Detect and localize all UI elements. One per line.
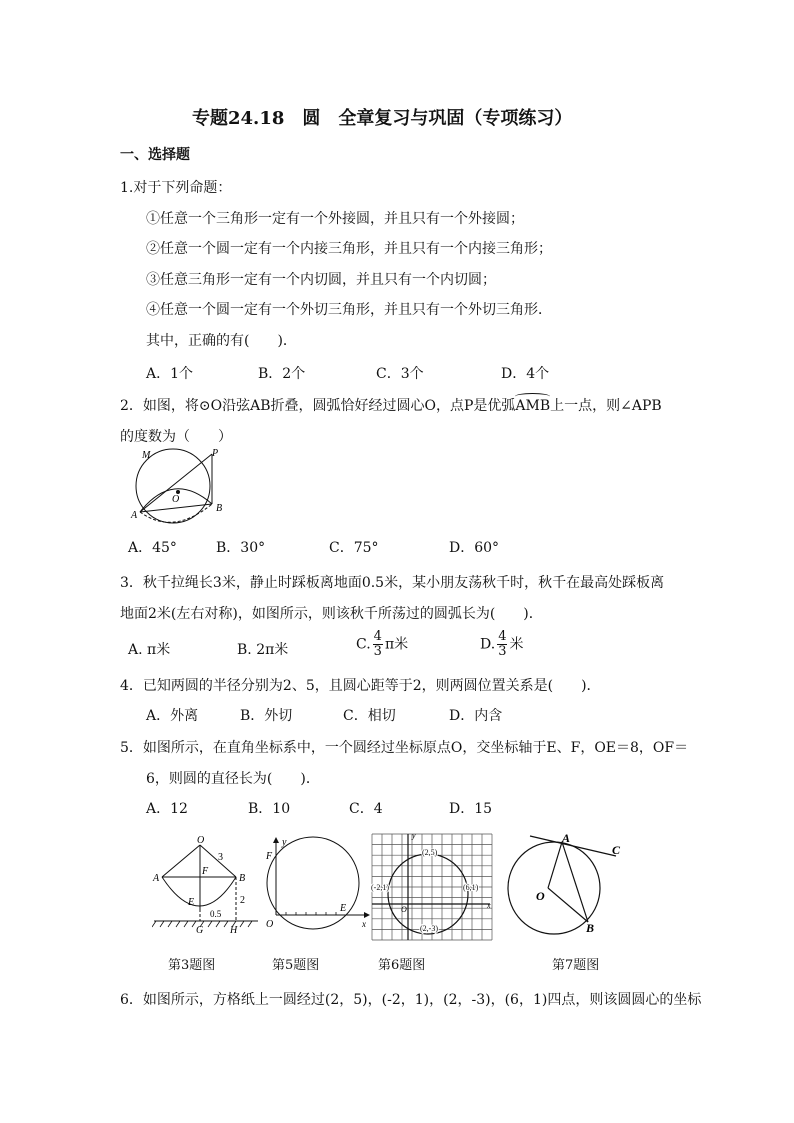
fig3-caption: 第3题图 [168,958,216,973]
fig6-label-p1: (2,5) [422,848,438,857]
fig2-label-b: B [216,503,223,514]
fig3-label-e: E [188,897,195,908]
q1-option-c: C．3个 [376,366,424,382]
q5-line-1: 5．如图所示，在直角坐标系中，一个圆经过坐标原点O，交坐标轴于E、F，OE＝8，OF＝ [120,740,689,756]
fig6-label-p2: (-2,1) [371,883,389,892]
fig5-label-o: O [266,919,274,930]
q5-line-2: 6，则圆的直径长为( )． [146,771,320,787]
q4-stem: 4．已知两圆的半径分别为2、5，且圆心距等于2，则两圆位置关系是( )． [120,678,601,694]
q2-figure [128,448,238,530]
q2-option-d: D．60° [449,540,500,556]
fig6-label-y: y [412,831,416,840]
fig7-label-b: B [586,921,595,935]
fig3-label-2: 2 [240,895,245,906]
page-title: 专题24.18 圆 全章复习与巩固（专项练习） [192,108,573,129]
q3-option-c: C. $\frac{4}{3}$ π米 [356,629,409,659]
fig3-label-b: B [239,873,246,884]
q4-option-a: A．外离 [146,708,199,724]
q2-option-b: B．30° [216,540,266,556]
fig2-label-a: A [131,510,138,521]
q4-option-b: B．外切 [240,708,293,724]
q2-stem-a: 2．如图，将⊙O沿弦AB折叠，圆弧恰好经过圆心O，点P是优弧 [120,398,516,414]
fig3-swing-diagram [152,835,264,935]
q3-option-d-fraction: $\frac{4}{3}$ [498,629,507,659]
q3-option-d: D. $\frac{4}{3}$ 米 [480,629,524,659]
fig6-label-o: O [401,905,407,914]
fig5-label-e: E [340,903,347,914]
section-heading: 一、选择题 [120,147,190,163]
fig3-label-h: H [230,925,238,935]
q1-item-3: ③任意三角形一定有一个内切圆，并且只有一个内切圆； [146,272,496,288]
fig3-label-3: 3 [218,852,223,863]
q4-option-d: D．内含 [449,708,503,724]
fig6-caption: 第6题图 [378,958,426,973]
fig7-caption: 第7题图 [552,958,600,973]
q5-option-b: B．10 [248,801,291,817]
fig7-tangent-circle [502,828,630,936]
q2-stem-c: 的度数为（ ） [120,429,232,445]
q1-item-1: ①任意一个三角形一定有一个外接圆，并且只有一个外接圆； [146,211,524,227]
fig5-label-y: y [282,837,287,848]
q2-arc-amb: AMB [515,398,551,414]
fig5-label-x: x [362,919,366,929]
fig7-label-o: O [536,889,545,903]
q6-line-1: 6．如图所示，方格纸上一圆经过(2，5)，(-2，1)，(2，-3)，(6，1)四点，则该圆圆心的坐标 [120,992,702,1008]
q3-line-2: 地面2米(左右对称)，如图所示，则该秋千所荡过的圆弧长为( )． [120,606,543,622]
fig6-label-x: x [487,901,491,910]
fig6-label-p3: (6,1) [463,883,479,892]
fig3-label-o: O [197,835,205,846]
q1-option-a: A．1个 [146,366,194,382]
q3-line-1: 3．秋千拉绳长3米，静止时踩板离地面0.5米，某小朋友荡秋千时，秋千在最高处踩板离 [120,575,665,591]
fig5-coordinate-circle [264,835,370,935]
fig5-label-f: F [266,851,273,862]
fig6-grid-circle [370,830,494,944]
q5-option-c: C．4 [349,801,383,817]
q3-option-b: B. 2π米 [237,642,289,658]
q4-option-c: C．相切 [343,708,396,724]
q1-stem: 1.对于下列命题： [120,180,232,196]
fig7-label-c: C [612,843,621,857]
q1-item-4: ④任意一个圆一定有一个外切三角形，并且只有一个外切三角形． [146,302,552,318]
q2-option-a: A．45° [128,540,177,556]
q3-option-c-fraction: $\frac{4}{3}$ [373,629,382,659]
q2-stem-b: 上一点，则∠APB [550,398,662,414]
fig2-label-o: O [172,494,180,505]
fig6-label-p4: (2,-3) [420,924,438,933]
q1-option-b: B．2个 [258,366,306,382]
q1-option-d: D．4个 [501,366,550,382]
fig7-label-a: A [562,831,571,845]
fig3-label-f: F [202,866,209,877]
fig2-label-p: P [212,448,219,459]
fig3-label-g: G [196,925,204,935]
fig5-caption: 第5题图 [272,958,320,973]
fig2-label-m: M [142,450,151,461]
q2-option-c: C．75° [329,540,379,556]
q1-ask: 其中，正确的有( )． [146,333,297,349]
q5-option-d: D．15 [449,801,493,817]
fig3-label-a: A [153,873,160,884]
q2-stem [120,396,662,416]
q1-item-2: ②任意一个圆一定有一个内接三角形，并且只有一个内接三角形； [146,241,552,257]
fig3-label-05: 0.5 [210,909,222,919]
q5-option-a: A．12 [146,801,188,817]
q3-option-a: A. π米 [128,642,171,658]
